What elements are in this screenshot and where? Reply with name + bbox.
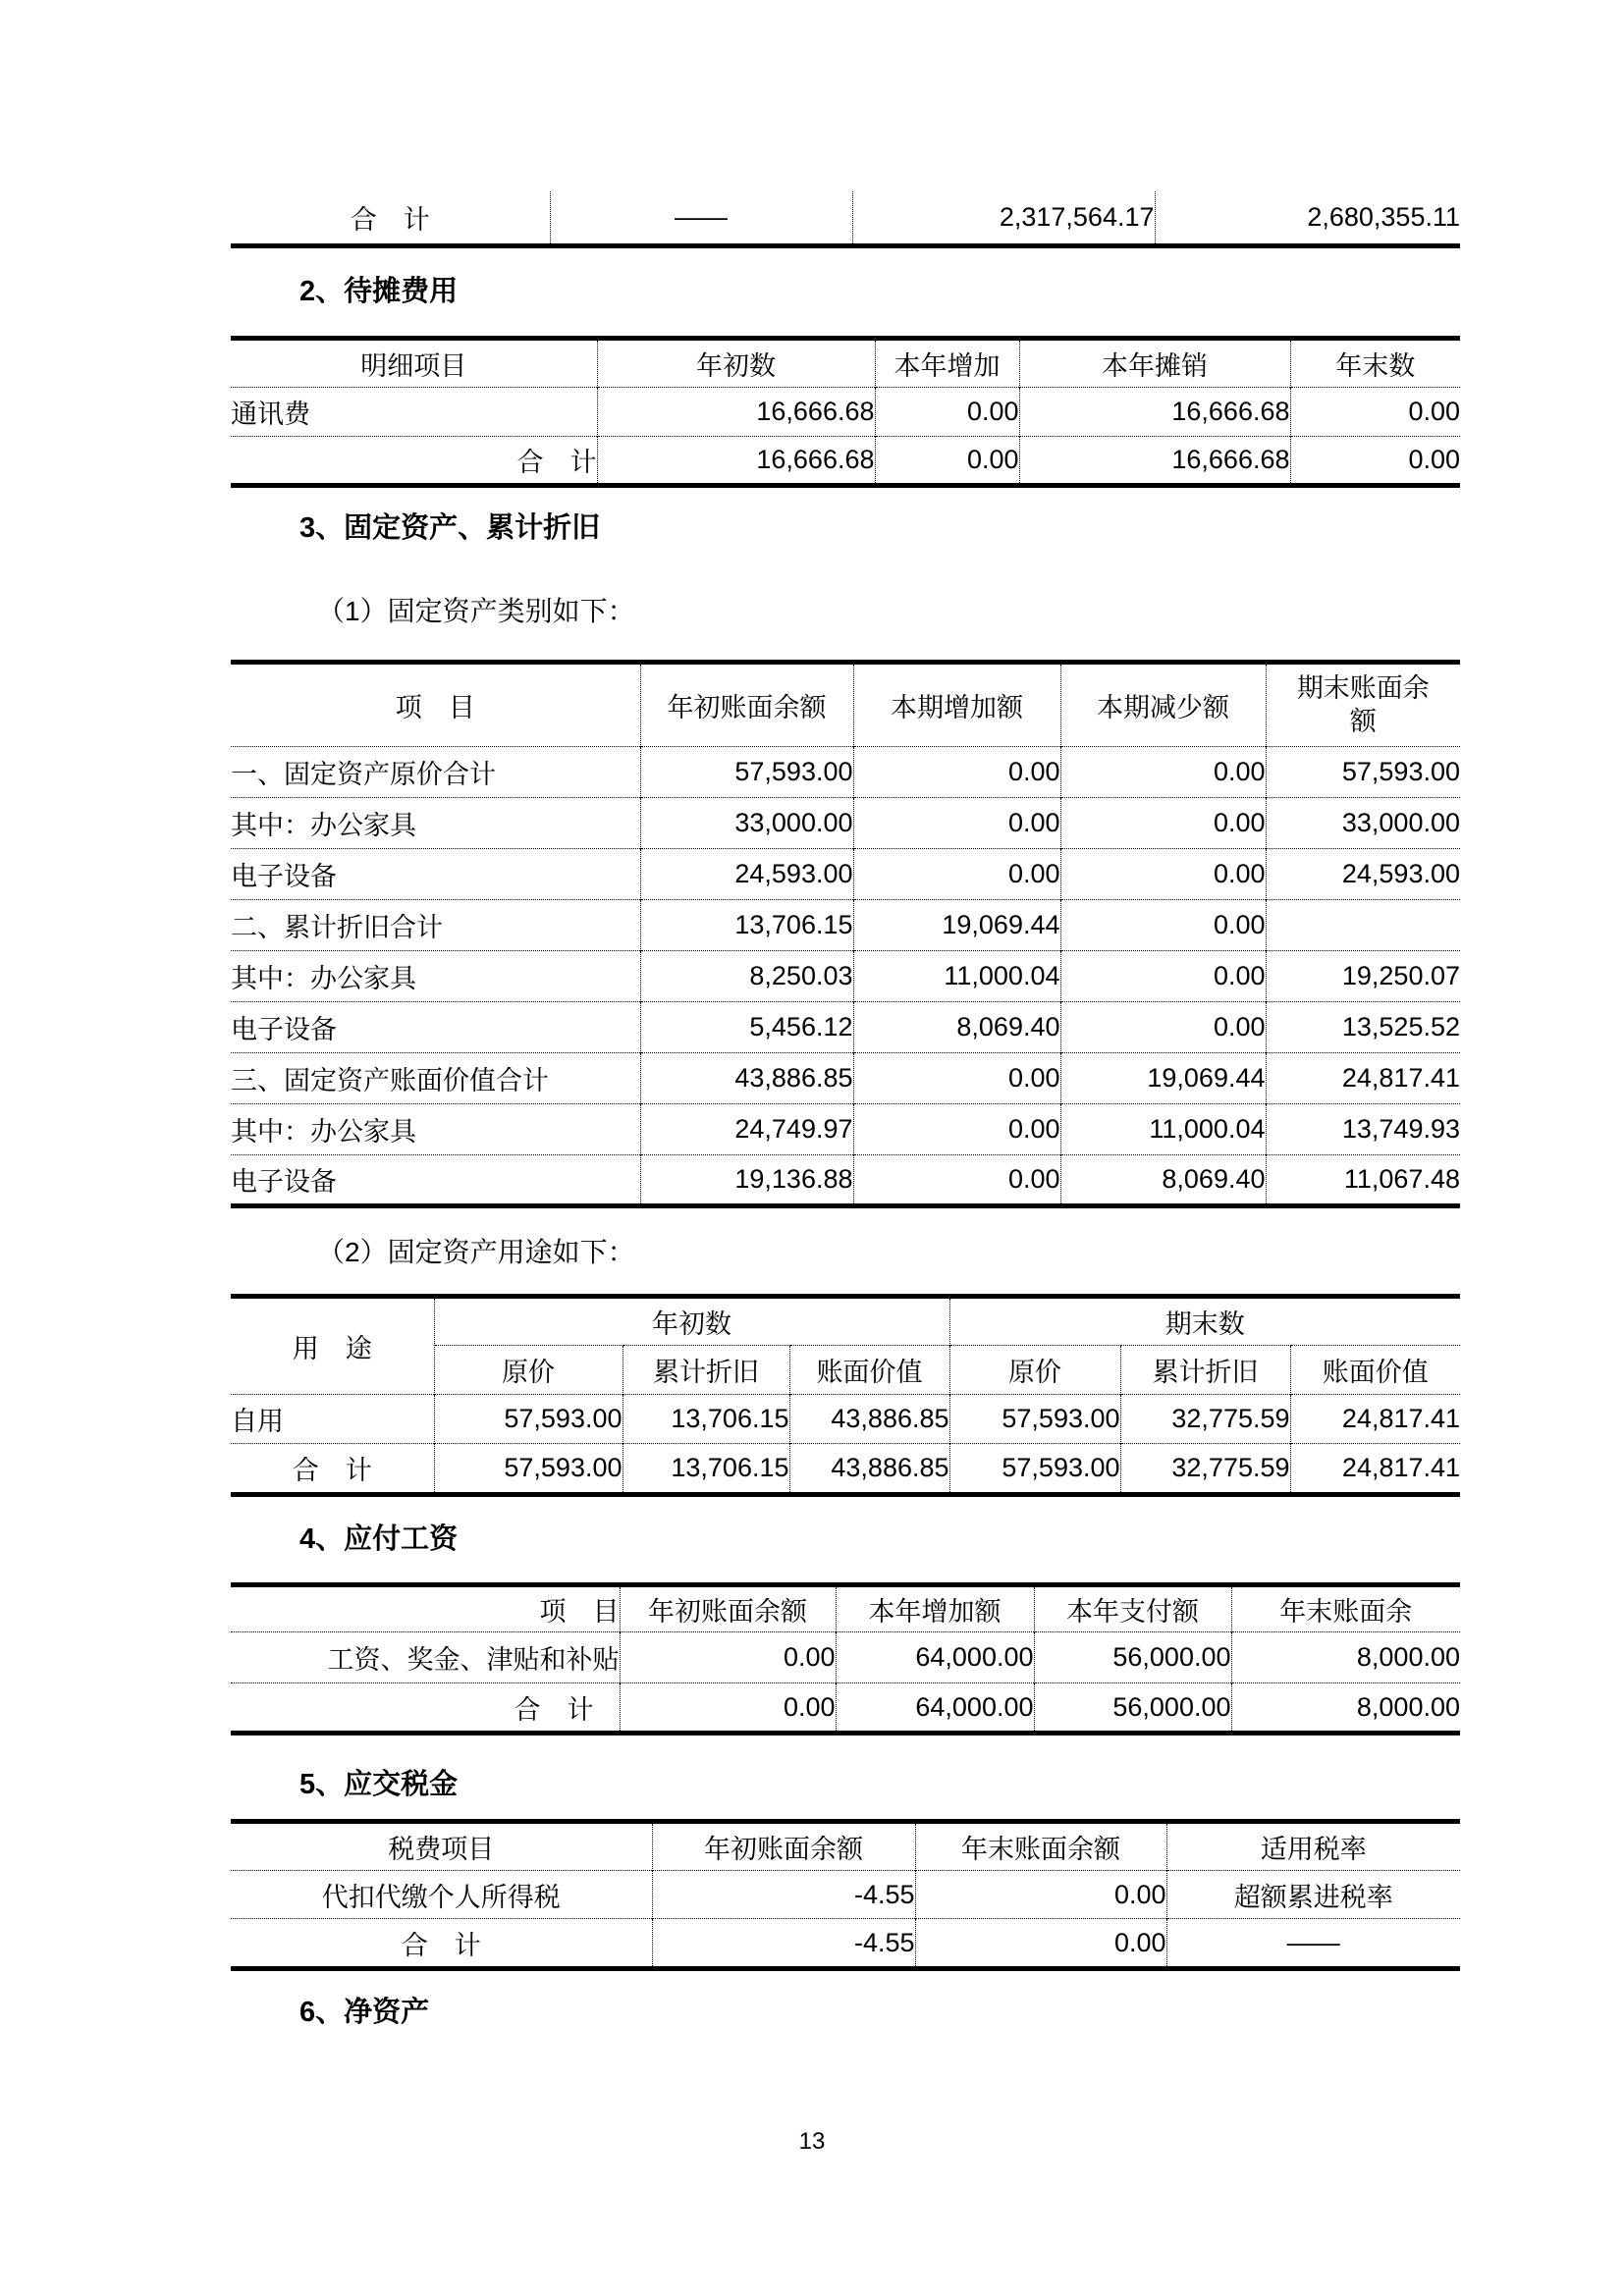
- table-row: [231, 388, 1460, 437]
- row-label: 其中：办公家具: [231, 1104, 640, 1155]
- col-header: 本年摊销: [1019, 339, 1290, 388]
- table-row: [231, 1002, 1460, 1053]
- section-3-sub2-heading: （2）固定资产用途如下：: [317, 1237, 635, 1267]
- row-label: 自用: [231, 1395, 434, 1444]
- value-cell: 19,250.07: [1266, 951, 1460, 1002]
- col-header: 累计折旧: [623, 1346, 789, 1395]
- row-label: 其中：办公家具: [231, 951, 640, 1002]
- row-label: 电子设备: [231, 1002, 640, 1053]
- value-cell: 5,456.12: [640, 1002, 853, 1053]
- header-row: [231, 1585, 1460, 1632]
- fixed-assets-category-table: [231, 660, 1460, 1208]
- wages-payable-table: [231, 1582, 1460, 1735]
- table-row: [231, 747, 1460, 798]
- value-cell: 64,000.00: [836, 1632, 1034, 1683]
- dash-cell: ——: [550, 191, 852, 245]
- row-label: 电子设备: [231, 1155, 640, 1206]
- value-cell: 11,000.04: [853, 951, 1060, 1002]
- value-cell: 0.00: [1290, 388, 1460, 437]
- value-cell: 0.00: [853, 1155, 1060, 1206]
- header-row: [231, 1297, 1460, 1346]
- value-cell: 0.00: [620, 1683, 836, 1734]
- value-cell: 57,593.00: [949, 1444, 1120, 1495]
- col-header: 项 目: [395, 693, 475, 722]
- row-label: 工资、奖金、津贴和补贴: [231, 1632, 620, 1683]
- value-cell: 13,525.52: [1266, 1002, 1460, 1053]
- row-label: 二、累计折旧合计: [231, 900, 640, 951]
- col-header: 原价: [949, 1346, 1120, 1395]
- header-row: [231, 339, 1460, 388]
- value-cell: 24,817.41: [1290, 1395, 1460, 1444]
- value-cell: 0.00: [853, 1104, 1060, 1155]
- col-header: 年初账面余额: [620, 1585, 836, 1632]
- section-3-heading: 3、固定资产、累计折旧: [299, 512, 601, 544]
- total-row: [231, 437, 1460, 486]
- col-header: 用 途: [231, 1297, 434, 1395]
- value-cell: 8,000.00: [1231, 1683, 1460, 1734]
- col-group-header: 年初数: [434, 1297, 949, 1346]
- col-header: 税费项目: [388, 1835, 495, 1864]
- dash-cell: ——: [1166, 1919, 1460, 1969]
- section-2-heading: 2、待摊费用: [299, 276, 459, 307]
- col-header: 本期增加额: [853, 663, 1060, 747]
- value-cell: 43,886.85: [789, 1444, 949, 1495]
- total-row: [231, 1683, 1460, 1734]
- value-cell: 2,317,564.17: [852, 191, 1155, 245]
- table-row: [231, 1871, 1460, 1919]
- row-label: 三、固定资产账面价值合计: [231, 1053, 640, 1104]
- table-row: [231, 798, 1460, 849]
- col-header: 年末账面余额: [915, 1822, 1166, 1871]
- col-header: 账面价值: [1290, 1346, 1460, 1395]
- col-header: 年末数: [1290, 339, 1460, 388]
- value-cell: 8,250.03: [640, 951, 853, 1002]
- col-header: 账面价值: [789, 1346, 949, 1395]
- total-row-label: 合 计: [231, 437, 597, 486]
- value-cell: 32,775.59: [1120, 1444, 1290, 1495]
- section-4-heading: 4、应付工资: [299, 1523, 459, 1555]
- table-row: [231, 1632, 1460, 1683]
- table-row: [231, 849, 1460, 900]
- section-3-sub1-heading: （1）固定资产类别如下：: [317, 596, 635, 626]
- value-cell: 0.00: [853, 849, 1060, 900]
- value-cell: 0.00: [1060, 747, 1266, 798]
- value-cell: 0.00: [853, 798, 1060, 849]
- value-cell: 32,775.59: [1120, 1395, 1290, 1444]
- header-row: [231, 1822, 1460, 1871]
- total-row-label: 合 计: [350, 204, 430, 235]
- value-cell: 0.00: [853, 1053, 1060, 1104]
- value-cell: 0.00: [875, 437, 1019, 486]
- carryover-total-table: [231, 191, 1460, 248]
- value-cell: 24,749.97: [640, 1104, 853, 1155]
- col-group-header: 期末数: [949, 1297, 1460, 1346]
- table-row: [231, 1104, 1460, 1155]
- header-row: [231, 663, 1460, 747]
- table-row: [231, 1155, 1460, 1206]
- row-label: 代扣代缴个人所得税: [231, 1871, 652, 1919]
- value-cell: 33,000.00: [640, 798, 853, 849]
- col-header: 明细项目: [360, 351, 467, 381]
- section-5-heading: 5、应交税金: [299, 1769, 459, 1800]
- value-cell: 0.00: [1060, 1002, 1266, 1053]
- value-cell: 0.00: [915, 1919, 1166, 1969]
- col-header: 项 目: [539, 1597, 620, 1627]
- value-cell: 16,666.68: [597, 437, 875, 486]
- col-header: 本年增加: [875, 339, 1019, 388]
- value-cell: 0.00: [620, 1632, 836, 1683]
- value-cell: 19,069.44: [1060, 1053, 1266, 1104]
- value-cell: 11,000.04: [1060, 1104, 1266, 1155]
- table-row: [231, 1053, 1460, 1104]
- value-cell: 24,593.00: [1266, 849, 1460, 900]
- col-header: 本期减少额: [1060, 663, 1266, 747]
- value-cell: 43,886.85: [789, 1395, 949, 1444]
- value-cell: 43,886.85: [640, 1053, 853, 1104]
- value-cell: 0.00: [875, 388, 1019, 437]
- col-header: 年初账面余额: [640, 663, 853, 747]
- row-label: 一、固定资产原价合计: [231, 747, 640, 798]
- value-cell: 2,680,355.11: [1155, 191, 1460, 245]
- value-cell: 0.00: [1060, 849, 1266, 900]
- value-cell: 24,817.41: [1290, 1444, 1460, 1495]
- row-label: 通讯费: [231, 388, 597, 437]
- prepaid-expenses-table: [231, 336, 1460, 488]
- value-cell: 57,593.00: [434, 1444, 623, 1495]
- value-cell: -4.55: [652, 1871, 915, 1919]
- value-cell: 57,593.00: [949, 1395, 1120, 1444]
- value-cell: 13,706.15: [623, 1395, 789, 1444]
- row-label: 电子设备: [231, 849, 640, 900]
- value-cell: 11,067.48: [1266, 1155, 1460, 1206]
- value-cell: 56,000.00: [1034, 1632, 1231, 1683]
- value-cell: 33,000.00: [1266, 798, 1460, 849]
- value-cell: 57,593.00: [1266, 747, 1460, 798]
- table-row: [231, 1395, 1460, 1444]
- value-cell: 13,749.93: [1266, 1104, 1460, 1155]
- value-cell: 13,706.15: [640, 900, 853, 951]
- value-cell: 57,593.00: [434, 1395, 623, 1444]
- table-row: [231, 951, 1460, 1002]
- value-cell: 57,593.00: [640, 747, 853, 798]
- value-cell: 0.00: [1060, 900, 1266, 951]
- col-header: 本年支付额: [1034, 1585, 1231, 1632]
- value-cell: 19,136.88: [640, 1155, 853, 1206]
- value-cell: 16,666.68: [1019, 388, 1290, 437]
- value-cell: 0.00: [1290, 437, 1460, 486]
- total-row-label: 合 计: [231, 1683, 620, 1734]
- taxes-payable-table: [231, 1819, 1460, 1971]
- value-cell: 8,069.40: [1060, 1155, 1266, 1206]
- section-6-heading: 6、净资产: [299, 1997, 430, 2028]
- col-header: 原价: [434, 1346, 623, 1395]
- total-row-label: 合 计: [231, 1919, 652, 1969]
- value-cell: 0.00: [915, 1871, 1166, 1919]
- col-header: 累计折旧: [1120, 1346, 1290, 1395]
- total-row-label: 合 计: [231, 1444, 434, 1495]
- table-row: [231, 191, 1460, 245]
- col-header: 期末账面余 额: [1266, 663, 1460, 747]
- col-header: 适用税率: [1166, 1822, 1460, 1871]
- col-header: 年末账面余: [1231, 1585, 1460, 1632]
- value-cell: 56,000.00: [1034, 1683, 1231, 1734]
- value-cell: 19,069.44: [853, 900, 1060, 951]
- value-cell: 0.00: [853, 747, 1060, 798]
- value-cell: 24,593.00: [640, 849, 853, 900]
- col-header: 本年增加额: [836, 1585, 1034, 1632]
- value-cell: -4.55: [652, 1919, 915, 1969]
- value-cell: 16,666.68: [597, 388, 875, 437]
- value-cell: 24,817.41: [1266, 1053, 1460, 1104]
- value-cell: [1266, 900, 1460, 951]
- col-header: 年初数: [597, 339, 875, 388]
- value-cell: 0.00: [1060, 951, 1266, 1002]
- page-number: 13: [798, 2128, 826, 2155]
- table-row: [231, 900, 1460, 951]
- total-row: [231, 1919, 1460, 1969]
- value-cell: 超额累进税率: [1166, 1871, 1460, 1919]
- col-header: 年初账面余额: [652, 1822, 915, 1871]
- value-cell: 8,000.00: [1231, 1632, 1460, 1683]
- value-cell: 64,000.00: [836, 1683, 1034, 1734]
- row-label: 其中：办公家具: [231, 798, 640, 849]
- value-cell: 13,706.15: [623, 1444, 789, 1495]
- fixed-assets-usage-table: [231, 1294, 1460, 1497]
- value-cell: 16,666.68: [1019, 437, 1290, 486]
- value-cell: 8,069.40: [853, 1002, 1060, 1053]
- total-row: [231, 1444, 1460, 1495]
- value-cell: 0.00: [1060, 798, 1266, 849]
